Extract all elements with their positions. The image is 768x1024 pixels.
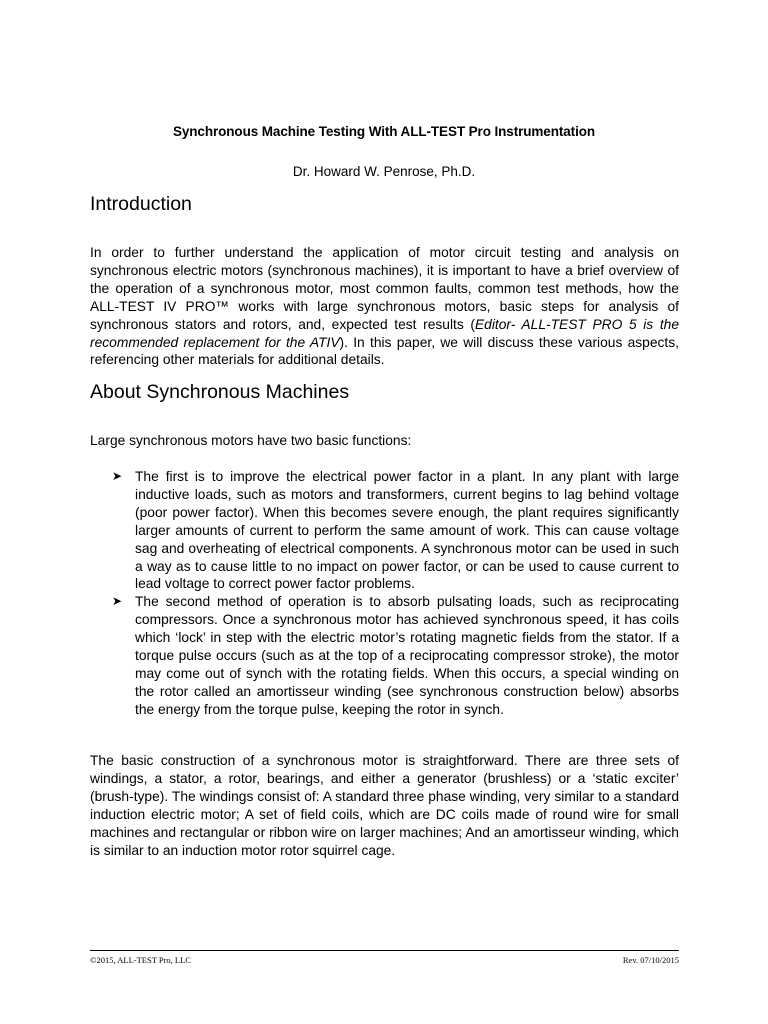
- bullet-text: The second method of operation is to absorb pulsating loads, such as reciprocating compressors. Once a synchronous motor has achieved synchronous speed, it has coils which ‘lock’ in step with the electric motor’s rotating magnetic fields from the stator. If a torque pulse occurs (such as at the top of a reciprocating compressor stroke), the motor may come out of synch with the rotating fields. When this occurs, a special winding on the rotor called an amortisseur winding (see synchronous construction below) absorbs the energy from the torque pulse, keeping the rotor in synch.: [135, 594, 679, 717]
- document-title: Synchronous Machine Testing With ALL-TEST Pro Instrumentation: [172, 124, 596, 139]
- arrow-bullet-icon: ➤: [112, 469, 123, 483]
- editor-note: Editor- ALL-TEST PRO 5 is the recommended replacement for the ATIV: [90, 316, 679, 350]
- functions-intro-paragraph: Large synchronous motors have two basic functions:: [90, 433, 412, 448]
- about-synchronous-machines-heading: About Synchronous Machines: [90, 381, 350, 403]
- introduction-heading: Introduction: [90, 193, 192, 215]
- introduction-text-start: In order to further understand the application of motor circuit testing and analysis on synchronous electric motors (synchronous machines), it is important to have a brief overview of the operation of a synchronous motor, most common faults, common test methods, how the ALL-TEST IV PRO™ works with large synchronous motors, basic steps for analysis of synchronous stators and rotors, and, expected test results (: [90, 245, 679, 332]
- list-item: [112, 468, 679, 593]
- footer-divider: [90, 950, 679, 951]
- introduction-text-end: ). In this paper, we will discuss these various aspects, referencing other materials for additional details.: [90, 334, 679, 368]
- footer-revision: Rev. 07/10/2015: [622, 955, 679, 965]
- footer-copyright: ©2015, ALL-TEST Pro, LLC: [90, 955, 191, 965]
- document-author: Dr. Howard W. Penrose, Ph.D.: [292, 164, 476, 179]
- introduction-paragraph: [90, 244, 679, 369]
- arrow-bullet-icon: ➤: [112, 594, 123, 609]
- bullet-text: The first is to improve the electrical power factor in a plant. In any plant with large inductive loads, such as motors and transformers, current begins to lag behind voltage (poor power factor). When this becomes severe enough, the plant requires significantly larger amounts of current to perform the same amount of work. This can cause voltage sag and overheating of electrical components. A synchronous motor can be used in such a way as to cause little to no impact on power factor, or can be used to cause current to lead voltage to correct power factor problems.: [135, 469, 679, 592]
- functions-bullet-list: [112, 468, 679, 719]
- list-item: [112, 593, 679, 718]
- construction-paragraph: The basic construction of a synchronous motor is straightforward. There are three sets of windings, a stator, a rotor, bearings, and either a generator (brushless) or a ‘static exciter’ (brush-type). The windings consist of: A standard three phase winding, very similar to a standard induction electric motor; A set of field coils, which are DC coils made of round wire for small machines and rectangular or ribbon wire on larger machines; And an amortisseur winding, which is similar to an induction motor rotor squirrel cage.: [90, 753, 679, 858]
